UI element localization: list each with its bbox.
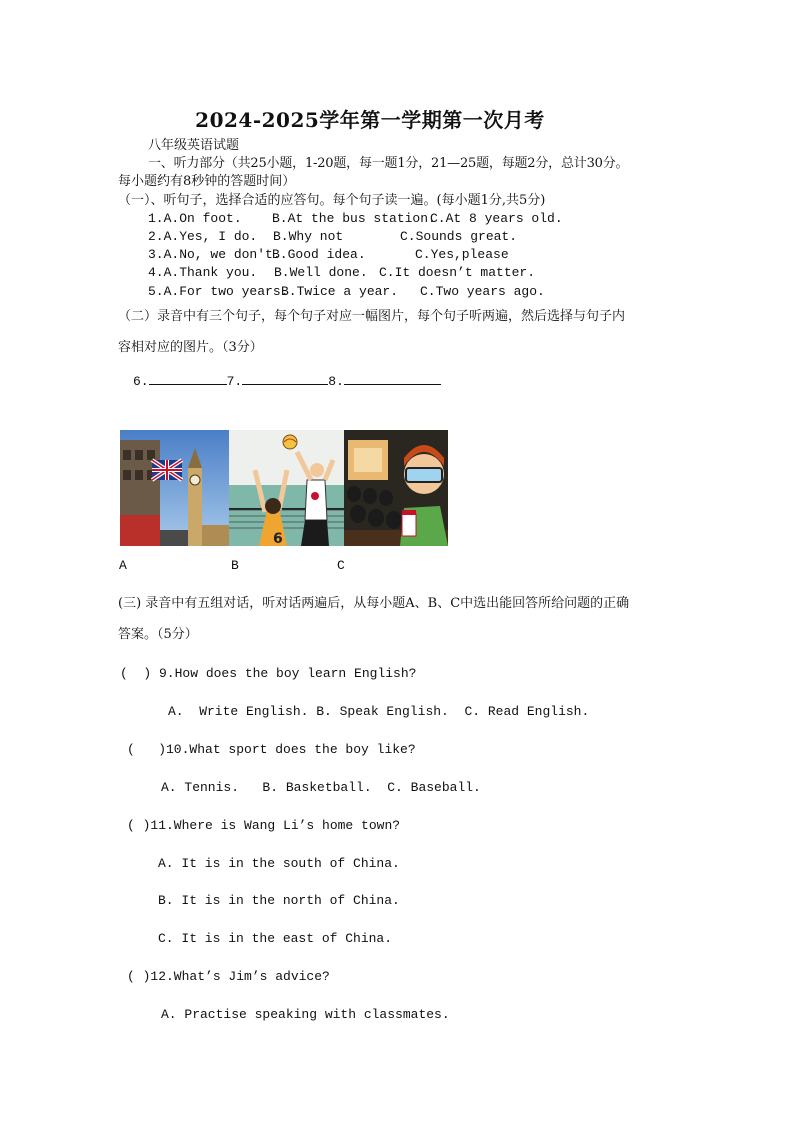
picture-b-volleyball — [229, 430, 344, 546]
blank-6-label: 6. — [133, 374, 149, 389]
item-2-c: C.Sounds great. — [400, 229, 518, 244]
item-5-a: 5.A.For two years. — [148, 284, 289, 299]
caption-c: C — [337, 558, 345, 573]
question-10: ( )10.What sport does the boy like? — [127, 742, 416, 757]
item-5-c: C.Two years ago. — [420, 284, 545, 299]
svg-text:6: 6 — [273, 531, 283, 546]
caption-a: A — [119, 558, 127, 573]
question-11-option-a: A. It is in the south of China. — [158, 856, 400, 871]
blank-7-label: 7. — [226, 374, 243, 389]
part1-heading: 一、听力部分（共25小题，1-20题，每一题1分，21—25题，每题2分，总计30分。 — [148, 156, 629, 171]
exam-subtitle: 八年级英语试题 — [148, 138, 240, 153]
section2-heading-cont: 容相对应的图片。（3分） — [118, 340, 263, 355]
item-4-a: 4.A.Thank you. — [148, 265, 258, 280]
part1-heading-cont: 每小题约有8秒钟的答题时间） — [118, 174, 296, 189]
picture-a-big-ben — [120, 430, 229, 546]
blank-8-label: 8. — [328, 374, 344, 389]
item-3-a: 3.A.No, we don't. — [148, 247, 281, 262]
item-2-b: B.Why not — [273, 229, 344, 244]
section3-heading: (三) 录音中有五组对话，听对话两遍后，从每小题A、B、C中选出能回答所给问题的正确 — [118, 596, 630, 611]
question-9: ( ) 9.How does the boy learn English? — [120, 666, 417, 681]
item-3-c: C.Yes,please — [415, 247, 509, 262]
question-9-options: A. Write English. B. Speak English. C. Read English. — [168, 704, 590, 719]
question-12: ( )12.What’s Jim’s advice? — [127, 969, 330, 984]
item-4-c: C.It doesn’t matter. — [379, 265, 536, 280]
section1-heading: （一）、听句子，选择合适的应答句。每个句子读一遍。(每小题1分,共5分) — [118, 193, 546, 208]
answer-blanks — [133, 372, 441, 390]
question-11-option-c: C. It is in the east of China. — [158, 931, 393, 946]
question-11: ( )11.Where is Wang Li’s home town? — [127, 818, 401, 833]
blank-8-line[interactable] — [344, 372, 441, 385]
caption-b: B — [231, 558, 239, 573]
item-4-b: B.Well done. — [274, 265, 368, 280]
blank-7-line[interactable] — [242, 372, 328, 385]
question-11-option-b: B. It is in the north of China. — [158, 893, 400, 908]
blank-6-line[interactable] — [149, 372, 227, 385]
item-1-b: B.At the bus station. — [272, 211, 436, 226]
question-12-option-a: A. Practise speaking with classmates. — [161, 1007, 450, 1022]
item-3-b: B.Good idea. — [272, 247, 366, 262]
section2-heading: （二）录音中有三个句子，每个句子对应一幅图片，每个句子听两遍，然后选择与句子内 — [118, 309, 626, 324]
section3-heading-cont: 答案。（5分） — [118, 627, 198, 642]
picture-c-cinema — [344, 430, 448, 546]
question-10-options: A. Tennis. B. Basketball. C. Baseball. — [161, 780, 481, 795]
item-1-c: C.At 8 years old. — [430, 211, 563, 226]
item-1-a: 1.A.On foot. — [148, 211, 242, 226]
exam-title: 2024-2025学年第一学期第一次月考 — [195, 108, 545, 132]
item-2-a: 2.A.Yes, I do. — [148, 229, 258, 244]
item-5-b: B.Twice a year. — [281, 284, 399, 299]
